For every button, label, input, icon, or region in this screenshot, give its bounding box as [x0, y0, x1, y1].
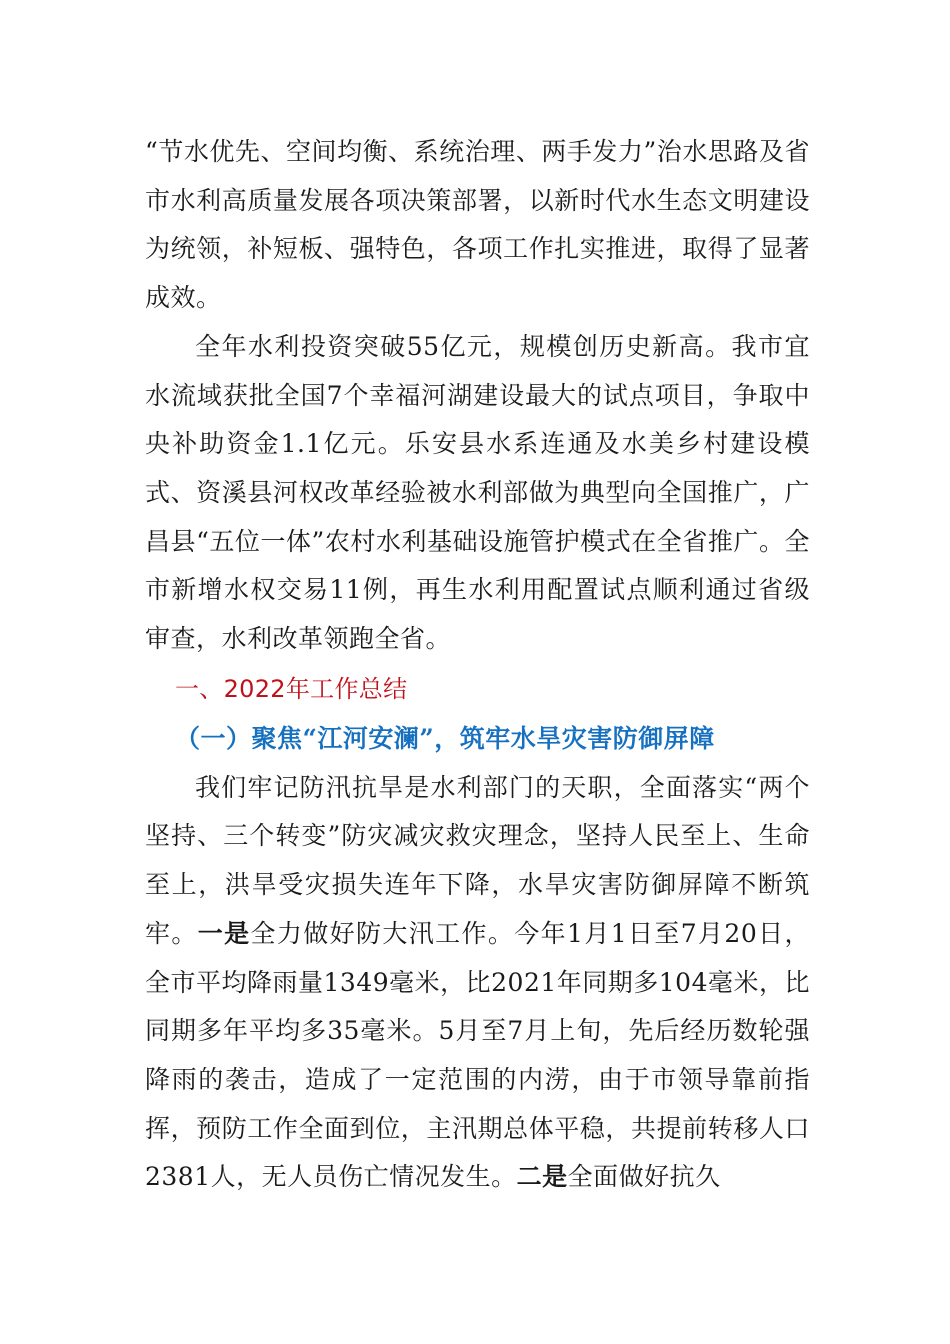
- paragraph-flood-control: [145, 764, 810, 1202]
- paragraph-text: 全面做好抗久: [567, 1162, 721, 1192]
- subsection-heading: （一）聚焦“江河安澜”，筑牢水旱灾害防御屏障: [175, 723, 715, 753]
- section-heading: 一、2022年工作总结: [175, 674, 408, 703]
- bold-marker-first: 一是: [197, 918, 251, 948]
- paragraph-investment: 全年水利投资突破55亿元，规模创历史新高。我市宜水流域获批全国7个幸福河湖建设最大的试点项目，争取中央补助资金1.1亿元。乐安县水系连通及水美乡村建设模式、资溪县河权改革经验被水利部做为典型向全国推广，广昌县“五位一体”农村水利基础设施管护模式在全省推广。全市新增水权交易11例，再生水利用配置试点顺利通过省级审查，水利改革领跑全省。: [145, 331, 810, 654]
- paragraph-text: 全力做好防大汛工作。今年1月1日至7月20日，全市平均降雨量1349毫米，比2021年同期多104毫米，比同期多年平均多35毫米。5月至7月上旬，先后经历数轮强降雨的袭击，造成了一定范围的内涝，由于市领导靠前指挥，预防工作全面到位，主汛期总体平稳，共提前转移人口2381人，无人员伤亡情况发生。: [145, 918, 810, 1192]
- document-page: [145, 128, 810, 1202]
- paragraph-intro-continued: “节水优先、空间均衡、系统治理、两手发力”治水思路及省市水利高质量发展各项决策部署，以新时代水生态文明建设为统领，补短板、强特色，各项工作扎实推进，取得了显著成效。: [145, 137, 810, 313]
- paragraph-text: 我们牢记防汛抗旱是水利部门的天职，全面落实“两个坚持、三个转变”防灾减灾救灾理念，坚持人民至上、生命至上，洪旱受灾损失连年下降，水旱灾害防御屏障不断筑牢。: [145, 772, 810, 948]
- bold-marker-second: 二是: [516, 1162, 568, 1192]
